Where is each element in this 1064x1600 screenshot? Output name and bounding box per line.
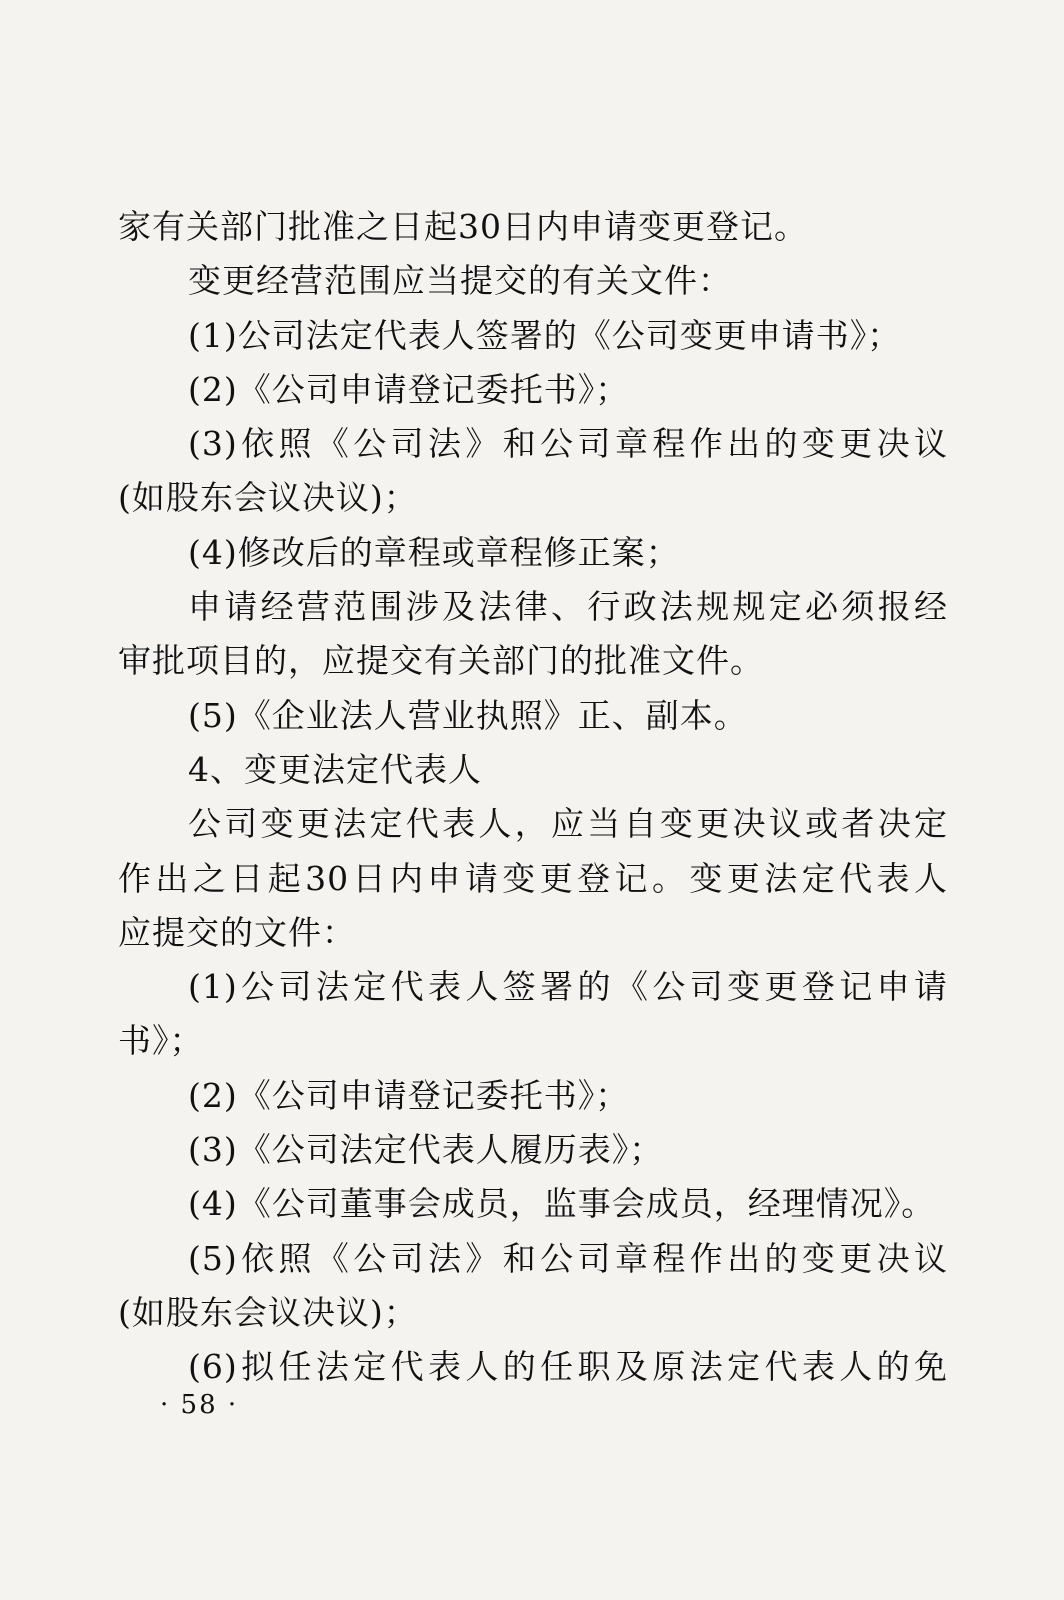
text-line: 书》； — [118, 1021, 204, 1061]
text-line: (1)公司法定代表人签署的《公司变更申请书》； — [188, 315, 902, 355]
text-line: (2)《公司申请登记委托书》； — [188, 1075, 630, 1115]
page-number: · 58 · — [160, 1390, 239, 1420]
text-line: 申请经营范围涉及法律、行政法规规定必须报经 — [188, 587, 948, 627]
text-line: (4)修改后的章程或章程修正案； — [188, 532, 680, 572]
text-line: 公司变更法定代表人，应当自变更决议或者决定 — [188, 804, 948, 844]
text-line: 变更经营范围应当提交的有关文件： — [188, 261, 732, 301]
text-line: (如股东会议决议)； — [118, 478, 418, 518]
body-text — [118, 200, 948, 1395]
text-line: 作出之日起30日内申请变更登记。变更法定代表人 — [118, 858, 948, 898]
text-line: (6)拟任法定代表人的任职及原法定代表人的免 — [188, 1347, 948, 1387]
text-line: 审批项目的，应提交有关部门的批准文件。 — [118, 641, 764, 681]
text-line: (5)《企业法人营业执照》正、副本。 — [188, 695, 748, 735]
text-line: (5)依照《公司法》和公司章程作出的变更决议 — [188, 1238, 948, 1278]
text-line: (2)《公司申请登记委托书》； — [188, 369, 630, 409]
text-line: (3)《公司法定代表人履历表》； — [188, 1130, 664, 1170]
text-line: (如股东会议决议)； — [118, 1292, 418, 1332]
text-line: 4、变更法定代表人 — [188, 749, 482, 789]
text-line: 家有关部门批准之日起30日内申请变更登记。 — [118, 207, 808, 246]
text-line: (4)《公司董事会成员，监事会成员，经理情况》。 — [188, 1184, 936, 1224]
text-line: 应提交的文件： — [118, 912, 356, 952]
text-line: (1)公司法定代表人签署的《公司变更登记申请 — [188, 967, 948, 1007]
text-line: (3)依照《公司法》和公司章程作出的变更决议 — [188, 424, 948, 464]
